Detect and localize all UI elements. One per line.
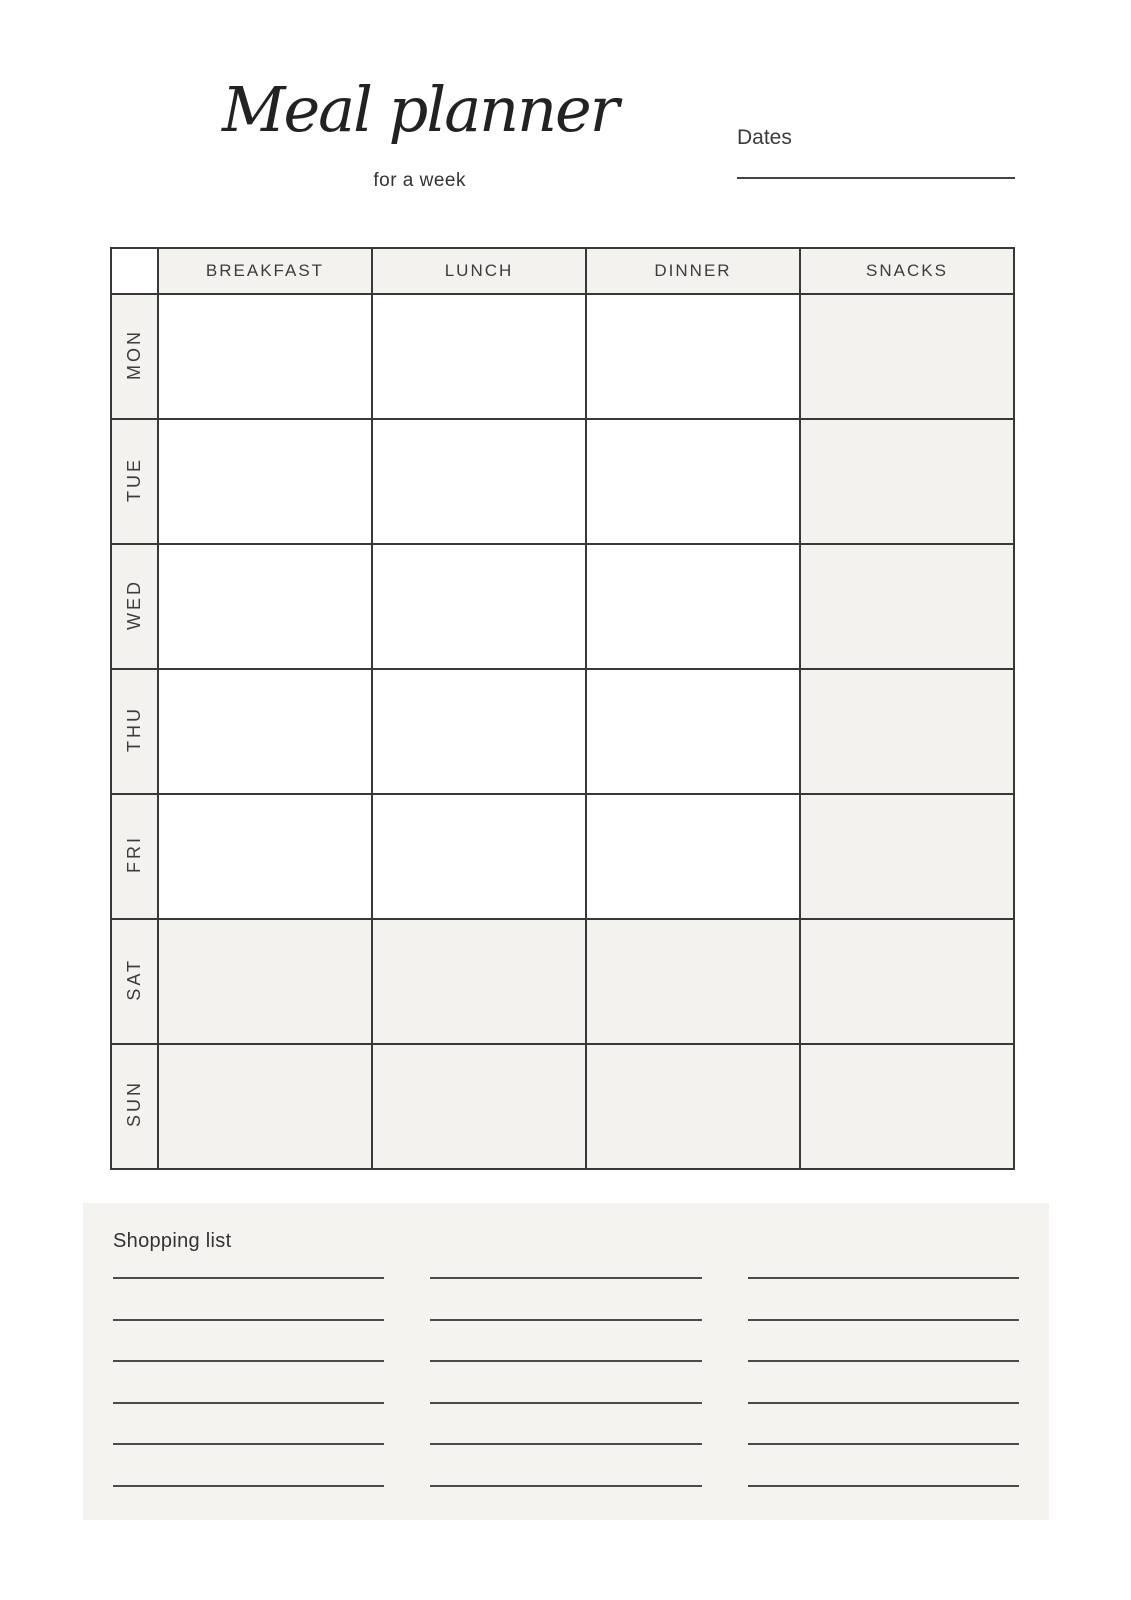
cell-fri-snacks[interactable] [800,794,1014,919]
cell-wed-lunch[interactable] [372,544,586,669]
cell-mon-lunch[interactable] [372,294,586,419]
cell-sun-dinner[interactable] [586,1044,800,1169]
shopping-line[interactable] [113,1253,384,1279]
table-row-thu [111,669,1014,794]
column-header-dinner: DINNER [586,248,800,294]
shopping-list-panel [83,1203,1049,1520]
cell-sat-lunch[interactable] [372,919,586,1044]
cell-sun-snacks[interactable] [800,1044,1014,1169]
title-block [222,73,618,192]
cell-sat-dinner[interactable] [586,919,800,1044]
shopping-column-1 [113,1253,384,1487]
shopping-line[interactable] [748,1362,1019,1404]
shopping-line[interactable] [113,1321,384,1363]
dates-label: Dates [737,126,792,149]
cell-thu-dinner[interactable] [586,669,800,794]
day-label-tue: TUE [111,419,158,544]
shopping-list-lines [113,1253,1019,1487]
table-row-wed [111,544,1014,669]
column-header-breakfast: BREAKFAST [158,248,372,294]
corner-spacer [111,248,158,294]
cell-thu-breakfast[interactable] [158,669,372,794]
header-row [111,248,1014,294]
page-subtitle: for a week [373,170,466,192]
shopping-line[interactable] [113,1445,384,1487]
table-row-tue [111,419,1014,544]
column-header-snacks: SNACKS [800,248,1014,294]
cell-tue-breakfast[interactable] [158,419,372,544]
dates-fill-line[interactable] [737,177,1015,179]
table-row-mon [111,294,1014,419]
cell-sat-breakfast[interactable] [158,919,372,1044]
shopping-line[interactable] [748,1445,1019,1487]
cell-tue-snacks[interactable] [800,419,1014,544]
cell-wed-dinner[interactable] [586,544,800,669]
shopping-line[interactable] [430,1362,701,1404]
shopping-column-3 [748,1253,1019,1487]
cell-mon-snacks[interactable] [800,294,1014,419]
cell-thu-snacks[interactable] [800,669,1014,794]
shopping-line[interactable] [748,1404,1019,1446]
table-row-fri [111,794,1014,919]
day-label-sat: SAT [111,919,158,1044]
cell-mon-dinner[interactable] [586,294,800,419]
shopping-line[interactable] [748,1321,1019,1363]
table-row-sun [111,1044,1014,1169]
cell-fri-breakfast[interactable] [158,794,372,919]
column-header-lunch: LUNCH [372,248,586,294]
cell-thu-lunch[interactable] [372,669,586,794]
table-row-sat [111,919,1014,1044]
shopping-line[interactable] [113,1279,384,1321]
cell-fri-dinner[interactable] [586,794,800,919]
cell-fri-lunch[interactable] [372,794,586,919]
cell-tue-dinner[interactable] [586,419,800,544]
cell-sat-snacks[interactable] [800,919,1014,1044]
shopping-list-title: Shopping list [113,1230,232,1252]
shopping-line[interactable] [430,1445,701,1487]
shopping-line[interactable] [430,1253,701,1279]
cell-wed-breakfast[interactable] [158,544,372,669]
shopping-line[interactable] [748,1253,1019,1279]
day-label-thu: THU [111,669,158,794]
day-label-fri: FRI [111,794,158,919]
shopping-line[interactable] [430,1279,701,1321]
cell-sun-breakfast[interactable] [158,1044,372,1169]
day-label-wed: WED [111,544,158,669]
shopping-line[interactable] [430,1321,701,1363]
shopping-line[interactable] [113,1362,384,1404]
dates-block [737,124,1015,179]
cell-mon-breakfast[interactable] [158,294,372,419]
page-title: Meal planner [222,73,618,146]
day-label-sun: SUN [111,1044,158,1169]
shopping-line[interactable] [748,1279,1019,1321]
shopping-line[interactable] [113,1404,384,1446]
day-label-mon: MON [111,294,158,419]
cell-wed-snacks[interactable] [800,544,1014,669]
shopping-line[interactable] [430,1404,701,1446]
cell-tue-lunch[interactable] [372,419,586,544]
meal-planner-table [110,247,1015,1170]
shopping-column-2 [430,1253,701,1487]
cell-sun-lunch[interactable] [372,1044,586,1169]
